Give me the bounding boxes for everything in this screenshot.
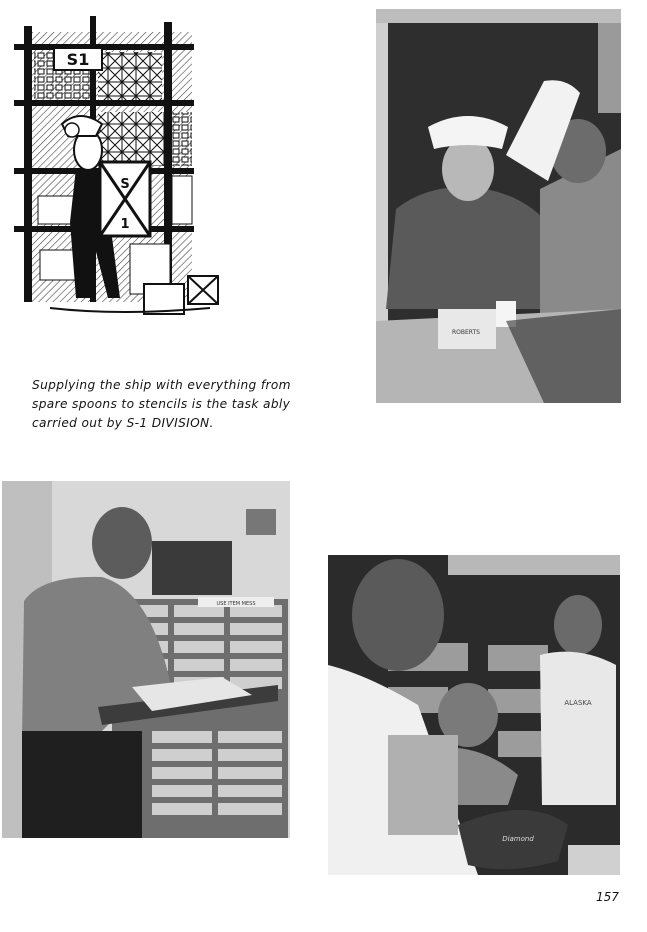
caption: Supplying the ship with everything from spare spoons to stencils is the task ably carried out by S-1 DIVISION. [32,378,291,430]
photo-sailor-writing [2,481,290,838]
page-number: 157 [596,890,619,904]
cartoon-sign-text: S1 [66,50,90,69]
crate-letter-s: S [120,177,130,192]
crate-letter-1: 1 [120,217,130,232]
wallet-text: Diamond [502,835,534,843]
photo-sailors-at-counter [376,9,621,403]
cartoon-illustration [10,12,232,320]
cabinet-sign-text: USE ITEM MESS [216,601,256,607]
photo-storeroom-sailors [328,555,620,875]
shirt-text: ALASKA [564,699,592,707]
box-label: ROBERTS [451,329,481,336]
